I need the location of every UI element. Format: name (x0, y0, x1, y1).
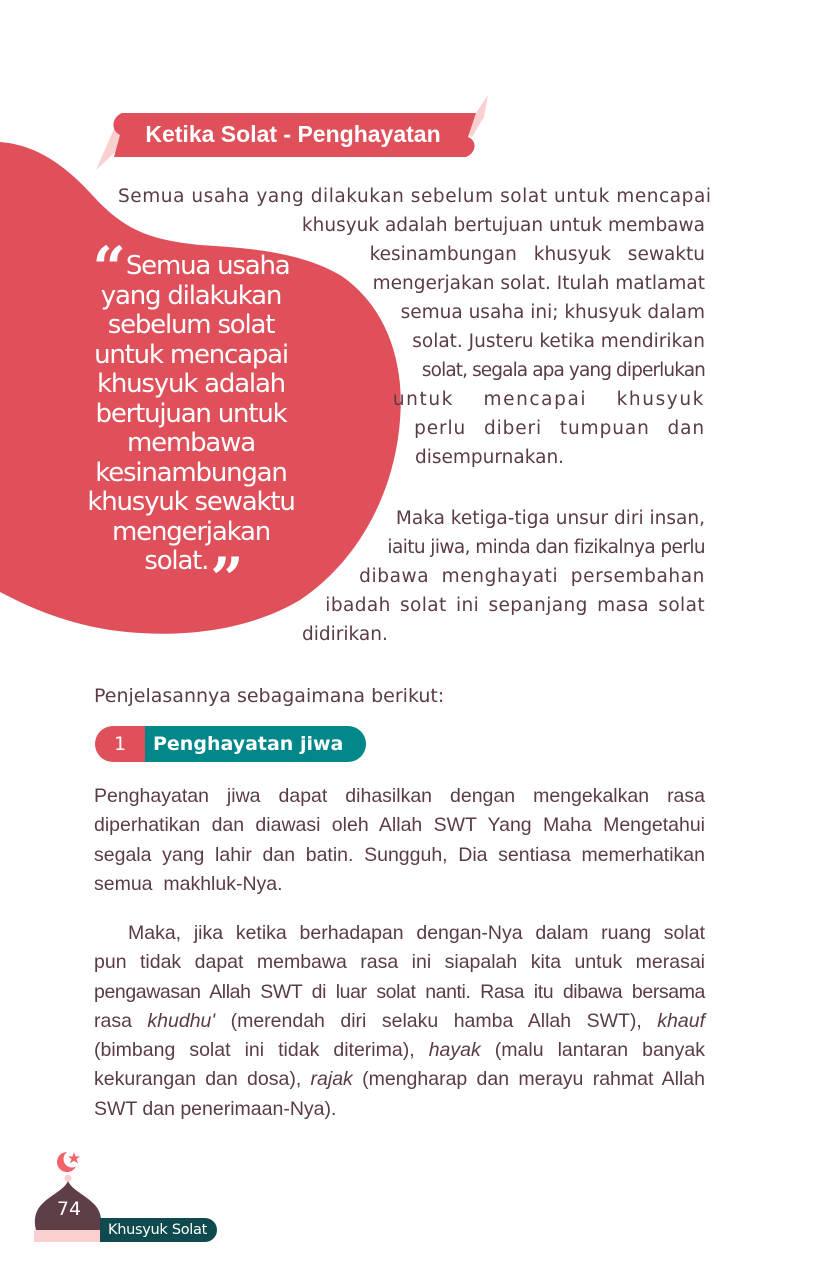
text-line: pengawasan Allah SWT di luar solat nanti. Rasa itu dibawa bersama (94, 980, 705, 1003)
pull-quote-line: Semua usaha (125, 251, 290, 281)
text-span: (bimbang solat ini tidak diterima), (94, 1039, 429, 1062)
text-line: kesinambungan khusyuk sewaktu (369, 244, 705, 265)
italic-term: rajak (310, 1068, 353, 1091)
pull-quote-line: untuk mencapai (94, 339, 288, 370)
pull-quote-line: yang dilakukan (100, 280, 282, 311)
pull-quote-line: sebelum solat (107, 310, 275, 340)
text-line: dibawa menghayati persembahan (359, 566, 705, 587)
text-line: iaitu jiwa, minda dan fizikalnya perlu (387, 537, 705, 558)
text-line: didirikan. (302, 624, 388, 645)
italic-term: hayak (428, 1039, 481, 1062)
italic-term: khauf (657, 1009, 705, 1032)
text-line (118, 186, 712, 207)
text-line: mengerjakan solat. Itulah matlamat (372, 273, 705, 294)
section-title: Penghayatan jiwa (145, 726, 366, 762)
text-span: (mengharap dan merayu rahmat Allah (352, 1068, 705, 1091)
open-quote-icon: “ (92, 234, 120, 302)
pull-quote (60, 234, 322, 613)
text-line: disempurnakan. (415, 447, 565, 468)
book-title-tag: Khusyuk Solat (100, 1218, 217, 1242)
text-span: rasa (94, 1009, 148, 1032)
lead-text: Penjelasannya sebagaimana berikut: (94, 685, 445, 707)
italic-term: khudhu' (147, 1009, 216, 1032)
pull-quote-line: khusyuk sewaktu (87, 487, 295, 517)
text-line: ibadah solat ini sepanjang masa solat (325, 595, 705, 616)
text-line: perlu diberi tumpuan dan (414, 418, 705, 439)
text-line: pun tidak dapat membawa rasa ini siapalah kita untuk merasai (94, 951, 705, 974)
close-quote-icon: ” (210, 545, 238, 613)
text-line: solat, segala apa yang diperlukan (421, 360, 705, 381)
text-span: (malu lantaran banyak (480, 1039, 705, 1062)
text-span: (merendah diri selaku hamba Allah SWT), (215, 1009, 658, 1032)
pull-quote-line: mengerjakan (112, 516, 270, 547)
text-line: semua usaha ini; khusyuk dalam (400, 302, 705, 323)
text-line: Maka ketiga-tiga unsur diri insan, (395, 508, 705, 529)
pull-quote-line: membawa (127, 428, 255, 458)
text-line: segala yang lahir dan batin. Sungguh, Dia sentiasa memerhatikan (94, 843, 705, 866)
text-line: untuk mencapai khusyuk (392, 389, 705, 410)
section-heading-pill (95, 726, 366, 762)
text-line (94, 1007, 705, 1036)
text-line: khusyuk adalah bertujuan untuk membawa (301, 215, 705, 236)
text-line: Penghayatan jiwa dapat dihasilkan dengan mengekalkan rasa (94, 785, 705, 807)
pull-quote-line: bertujuan untuk (95, 398, 287, 429)
text-line: SWT dan penerimaan-Nya). (94, 1097, 337, 1120)
text-line-content: Semua usaha yang dilakukan sebelum solat untuk mencapai (118, 186, 712, 207)
pull-quote-line: kesinambungan (95, 457, 287, 488)
text-line: semua makhluk-Nya. (94, 872, 283, 895)
pull-quote-line: khusyuk adalah (97, 369, 285, 399)
text-line (94, 1065, 705, 1094)
page-number: 74 (56, 1198, 82, 1220)
text-span: kekurangan dan dosa), (94, 1068, 311, 1091)
body-paragraph-2 (94, 919, 705, 1124)
pull-quote-line: solat. (144, 546, 209, 576)
body-paragraph-1 (94, 782, 705, 899)
text-line: Maka, jika ketika berhadapan dengan-Nya dalam ruang solat (128, 922, 705, 944)
section-number: 1 (95, 726, 145, 762)
text-line (94, 1036, 705, 1065)
text-line: solat. Justeru ketika mendirikan (412, 331, 705, 352)
section-heading: Ketika Solat - Penghayatan (145, 120, 441, 147)
text-line: diperhatikan dan diawasi oleh Allah SWT Yang Maha Mengetahui (94, 814, 705, 837)
